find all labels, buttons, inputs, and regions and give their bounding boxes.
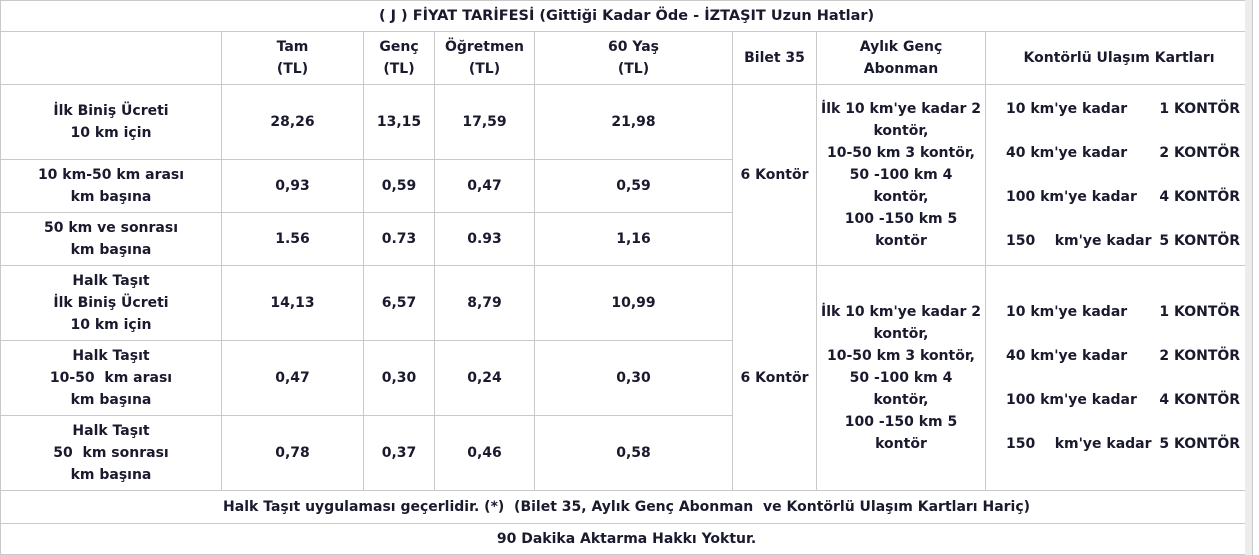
cell-ogretmen: 0,47 bbox=[435, 160, 535, 213]
cell-60-yas: 0,58 bbox=[535, 416, 733, 491]
cell-genc: 0.73 bbox=[364, 213, 435, 266]
page-edge bbox=[1245, 0, 1252, 555]
row-label: Halk Taşıt 50 km sonrası km başına bbox=[1, 416, 222, 491]
cell-ogretmen: 0,24 bbox=[435, 341, 535, 416]
cell-60-yas: 0,30 bbox=[535, 341, 733, 416]
cell-60-yas: 21,98 bbox=[535, 85, 733, 160]
header-empty bbox=[1, 32, 222, 85]
cell-tam: 0,47 bbox=[222, 341, 364, 416]
kontor-item: 150 km'ye kadar 5 KONTÖR bbox=[1006, 436, 1241, 452]
cell-bilet-35: 6 Kontör bbox=[733, 85, 817, 266]
cell-60-yas: 10,99 bbox=[535, 266, 733, 341]
header-kontorlu: Kontörlü Ulaşım Kartları bbox=[986, 32, 1253, 85]
kontor-item: 40 km'ye kadar 2 KONTÖR bbox=[1006, 348, 1241, 364]
table-title: ( J ) FİYAT TARİFESİ (Gittiği Kadar Öde - İZTAŞIT Uzun Hatlar) bbox=[1, 1, 1253, 32]
row-label: 50 km ve sonrası km başına bbox=[1, 213, 222, 266]
row-label: İlk Biniş Ücreti 10 km için bbox=[1, 85, 222, 160]
header-aylik-genc: Aylık Genç Abonman bbox=[817, 32, 986, 85]
cell-genc: 0,30 bbox=[364, 341, 435, 416]
cell-tam: 0,93 bbox=[222, 160, 364, 213]
row-label: 10 km-50 km arası km başına bbox=[1, 160, 222, 213]
cell-genc: 13,15 bbox=[364, 85, 435, 160]
kontor-item: 150 km'ye kadar 5 KONTÖR bbox=[1006, 233, 1241, 249]
cell-genc: 0,37 bbox=[364, 416, 435, 491]
cell-kontorlu bbox=[986, 266, 1253, 491]
cell-genc: 6,57 bbox=[364, 266, 435, 341]
cell-tam: 14,13 bbox=[222, 266, 364, 341]
cell-ogretmen: 0.93 bbox=[435, 213, 535, 266]
cell-aylik-genc: İlk 10 km'ye kadar 2 kontör, 10-50 km 3 kontör, 50 -100 km 4 kontör, 100 -150 km 5 kontör bbox=[817, 85, 986, 266]
footer-transfer-note: 90 Dakika Aktarma Hakkı Yoktur. bbox=[1, 524, 1253, 555]
kontor-item: 40 km'ye kadar 2 KONTÖR bbox=[1006, 145, 1241, 161]
kontor-item: 10 km'ye kadar 1 KONTÖR bbox=[1006, 101, 1241, 117]
row-label: Halk Taşıt 10-50 km arası km başına bbox=[1, 341, 222, 416]
header-genc: Genç (TL) bbox=[364, 32, 435, 85]
cell-tam: 1.56 bbox=[222, 213, 364, 266]
cell-bilet-35: 6 Kontör bbox=[733, 266, 817, 491]
cell-ogretmen: 0,46 bbox=[435, 416, 535, 491]
cell-tam: 0,78 bbox=[222, 416, 364, 491]
kontor-item: 100 km'ye kadar 4 KONTÖR bbox=[1006, 189, 1241, 205]
cell-aylik-genc: İlk 10 km'ye kadar 2 kontör, 10-50 km 3 kontör, 50 -100 km 4 kontör, 100 -150 km 5 kontör bbox=[817, 266, 986, 491]
cell-60-yas: 0,59 bbox=[535, 160, 733, 213]
header-tam: Tam (TL) bbox=[222, 32, 364, 85]
kontor-item: 100 km'ye kadar 4 KONTÖR bbox=[1006, 392, 1241, 408]
cell-ogretmen: 17,59 bbox=[435, 85, 535, 160]
table-row bbox=[1, 85, 1253, 160]
footer-note: Halk Taşıt uygulaması geçerlidir. (*) (Bilet 35, Aylık Genç Abonman ve Kontörlü Ulaşım Kartları Hariç) bbox=[1, 491, 1253, 524]
table-row bbox=[1, 266, 1253, 341]
header-ogretmen: Öğretmen (TL) bbox=[435, 32, 535, 85]
cell-ogretmen: 8,79 bbox=[435, 266, 535, 341]
cell-genc: 0,59 bbox=[364, 160, 435, 213]
header-60-yas: 60 Yaş (TL) bbox=[535, 32, 733, 85]
cell-kontorlu bbox=[986, 85, 1253, 266]
cell-60-yas: 1,16 bbox=[535, 213, 733, 266]
cell-tam: 28,26 bbox=[222, 85, 364, 160]
kontor-item: 10 km'ye kadar 1 KONTÖR bbox=[1006, 304, 1241, 320]
row-label: Halk Taşıt İlk Biniş Ücreti 10 km için bbox=[1, 266, 222, 341]
header-bilet-35: Bilet 35 bbox=[733, 32, 817, 85]
